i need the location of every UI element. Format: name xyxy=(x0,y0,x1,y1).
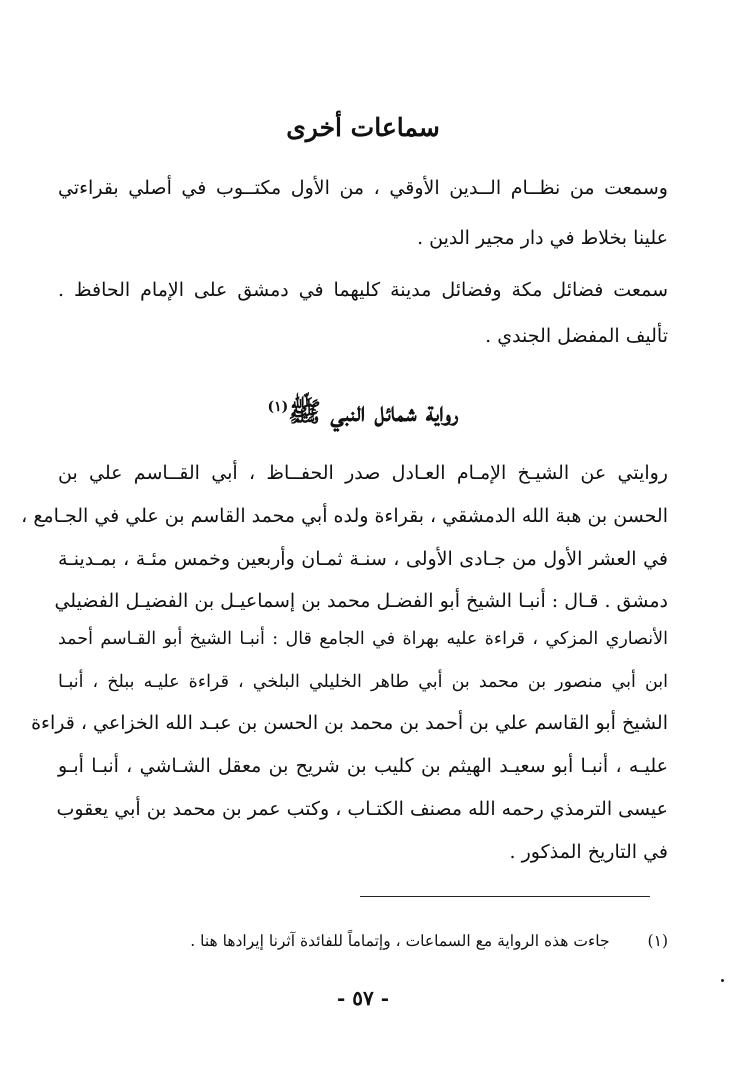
footnote-reference: (١) xyxy=(267,399,289,415)
page-number: - ٥٧ - xyxy=(336,986,389,1010)
paragraph-line: ابن أبي منصور بن محمد بن أبي طاهر الخليلي البلخي ، قراءة عليـه ببلخ ، أنبـا xyxy=(58,672,668,692)
paragraph-line: عيسى الترمذي رحمه الله مصنف الكتـاب ، وكتب عمر بن محمد بن أبي يعقوب xyxy=(56,798,668,820)
paragraph-line: الحسن بن هبة الله الدمشقي ، بقراءة ولده أبي محمد القاسم بن علي في الجـامع ، xyxy=(21,505,668,527)
paragraph-line: في العشر الأول من جـادى الأولى ، سنـة ثمـان وأربعين وخمس مئـة ، بمـدينـة xyxy=(58,548,668,570)
footnote xyxy=(58,929,668,953)
paragraph-line: تأليف المفضل الجندي . xyxy=(485,325,668,347)
section-heading-other-hearings: سماعات أخرى xyxy=(286,113,440,142)
scan-speck xyxy=(721,979,724,982)
footnote-text: جاءت هذه الرواية مع السماعات ، وإتماماً للفائدة آثرنا إيرادها هنا . xyxy=(190,932,610,950)
paragraph-line: علينا بخلاط في دار مجير الدين . xyxy=(417,227,668,249)
paragraph-line: الأنصاري المزكي ، قراءة عليه بهراة في الجامع قال : أنبـا الشيخ أبو القـاسم أحمد xyxy=(58,629,668,649)
paragraph-line: سمعت فضائل مكة وفضائل مدينة كليهما في دمشق على الإمام الحافظ . xyxy=(58,279,668,301)
book-page xyxy=(21,0,668,1079)
paragraph-line: في التاريخ المذكور . xyxy=(509,841,668,863)
paragraph-line: دمشق . قـال : أنبـا الشيخ أبو الفضـل محمد بن إسماعيـل بن الفضيـل الفضيلي xyxy=(54,590,668,612)
heading-text: رواية شمائل النبي ﷺ xyxy=(288,397,459,428)
paragraph-line: وسمعت من نظــام الــدين الأوقي ، من الأول مكتــوب في أصلي بقراءتي xyxy=(58,177,668,199)
footnote-number: (١) xyxy=(647,932,668,950)
paragraph-line: الشيخ أبو القاسم علي بن أحمد بن محمد بن الحسن بن عبـد الله الخزاعي ، قراءة xyxy=(31,712,668,734)
paragraph-line: روايتي عن الشيـخ الإمـام العـادل صدر الحفــاظ ، أبي القــاسم علي بن xyxy=(58,462,668,484)
footnote-separator xyxy=(360,896,650,897)
section-heading-shamail-narration xyxy=(58,390,668,430)
paragraph-line: عليـه ، أنبـا أبو سعيـد الهيثم بن كليب بن شريح بن معقل الشـاشي ، أنبـا أبـو xyxy=(58,755,668,777)
